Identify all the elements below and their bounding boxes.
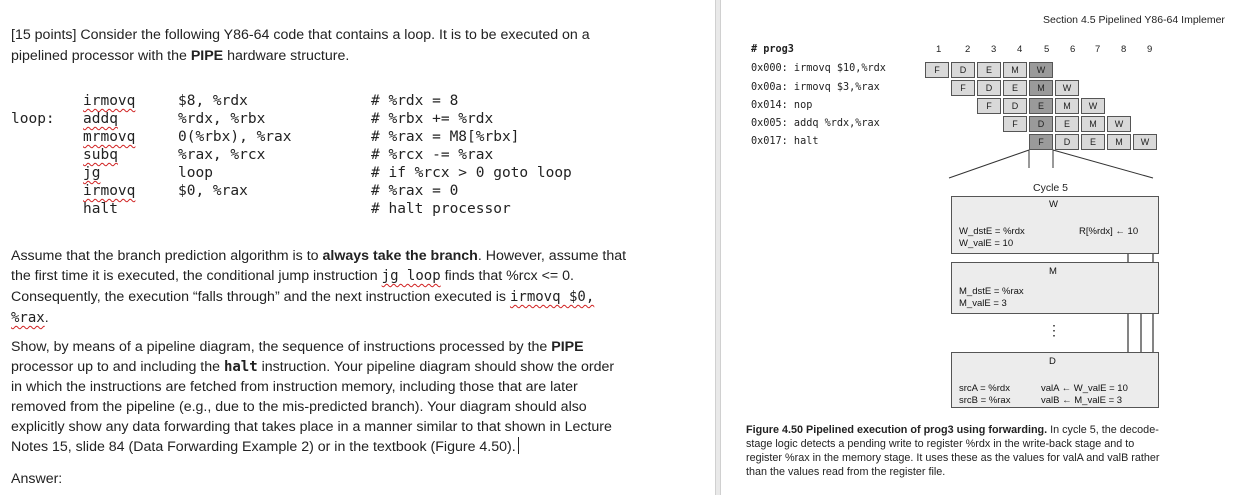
stage-cell: D	[1003, 98, 1027, 114]
caption-line-2: stage logic detects a pending write to register %rdx in the write-back stage and to	[746, 438, 1135, 450]
stage-cell: M	[1003, 62, 1027, 78]
cycle-7: 7	[1095, 44, 1101, 55]
val-b: valB ← M_valE = 3	[1041, 395, 1123, 406]
cycle-5: 5	[1044, 44, 1050, 55]
prog-line-4: 0x005: addq %rdx,%rax	[751, 118, 880, 129]
caption-line-1: Figure 4.50 Pipelined execution of prog3 using forwarding. In cycle 5, the decode-	[746, 424, 1159, 436]
m-stage-label: M	[1049, 266, 1057, 277]
d-stage-label: D	[1049, 356, 1056, 367]
para3-line-2: processor up to and including the halt instruction. Your pipeline diagram should show the order	[11, 359, 615, 375]
w-vale: W_valE = 10	[959, 238, 1014, 249]
loop-label: loop:	[11, 111, 55, 127]
stage-cell: M	[1081, 116, 1105, 132]
para2-line-1: Assume that the branch prediction algorithm is to always take the branch. However, assume that	[11, 248, 627, 264]
para3-line-1: Show, by means of a pipeline diagram, the sequence of instructions processed by the PIPE	[11, 339, 584, 355]
cycle5-label: Cycle 5	[1033, 182, 1069, 194]
src-a: srcA = %rdx	[959, 383, 1010, 394]
stage-cell: W	[1055, 80, 1079, 96]
cycle-8: 8	[1121, 44, 1127, 55]
stage-cell: F	[977, 98, 1001, 114]
code-arguments: $8, %rdx %rdx, %rbx 0(%rbx), %rax %rax, %rcx loop $0, %rax	[178, 93, 292, 199]
cycle-4: 4	[1017, 44, 1023, 55]
stage-cell: M	[1107, 134, 1131, 150]
code-instructions: irmovq addq mrmovq subq jg irmovq halt	[83, 93, 136, 217]
stage-cell: W	[1081, 98, 1105, 114]
stage-cell: F	[925, 62, 949, 78]
stage-cell: D	[977, 80, 1001, 96]
para2-line-3: Consequently, the execution “falls through” and the next instruction executed is irmovq $0,	[11, 289, 595, 305]
prog-line-5: 0x017: halt	[751, 136, 819, 147]
cycle-6: 6	[1070, 44, 1076, 55]
src-b: srcB = %rax	[959, 395, 1011, 406]
prog-line-2: 0x00a: irmovq $3,%rax	[751, 82, 880, 93]
stage-cell: D	[1055, 134, 1079, 150]
val-a: valA ← W_valE = 10	[1041, 383, 1128, 394]
ellipsis: ⋮	[1047, 322, 1061, 338]
stage-cell: M	[1055, 98, 1079, 114]
answer-label: Answer:	[11, 471, 63, 487]
para3-line-5: explicitly show any data forwarding that takes place in a manner similar to that shown in Lecture	[11, 419, 612, 435]
prog-line-1: 0x000: irmovq $10,%rdx	[751, 63, 886, 74]
stage-cell: E	[1081, 134, 1105, 150]
cycle-3: 3	[991, 44, 997, 55]
cycle-2: 2	[965, 44, 971, 55]
m-vale: M_valE = 3	[959, 298, 1007, 309]
para2-line-4: %rax.	[11, 310, 49, 326]
stage-cell: D	[951, 62, 975, 78]
stage-cell: E	[1003, 80, 1027, 96]
stage-cell: D	[1029, 116, 1053, 132]
stage-cell: F	[1003, 116, 1027, 132]
stage-cell: W	[1029, 62, 1053, 78]
cycle-1: 1	[936, 44, 942, 55]
stage-cell: F	[951, 80, 975, 96]
caption-line-3: register %rax in the memory stage. It uses these as the values for valA and valB rather	[746, 452, 1160, 464]
stage-cell: F	[1029, 134, 1053, 150]
para3-line-4: removed from the pipeline (e.g., due to the mis-predicted branch). Your diagram should also	[11, 399, 587, 415]
m-dste: M_dstE = %rax	[959, 286, 1024, 297]
w-stage-label: W	[1049, 199, 1058, 210]
prog-title: # prog3	[751, 44, 794, 55]
prog-line-3: 0x014: nop	[751, 100, 813, 111]
section-header: Section 4.5 Pipelined Y86-64 Implemer	[1043, 14, 1225, 26]
intro-line-2: pipelined processor with the PIPE hardware structure.	[11, 48, 350, 64]
w-dste: W_dstE = %rdx	[959, 226, 1025, 237]
register-write: R[%rdx] ← 10	[1079, 226, 1139, 237]
caption-line-4: than the values read from the register file.	[746, 466, 946, 478]
para2-line-2: the first time it is executed, the conditional jump instruction jg loop finds that %rcx <= 0.	[11, 268, 574, 284]
stage-cell: E	[1029, 98, 1053, 114]
para3-line-3: in which the instructions are fetched from instruction memory, including those that are later	[11, 379, 578, 395]
stage-cell: E	[1055, 116, 1079, 132]
stage-cell: W	[1107, 116, 1131, 132]
intro-line-1: [15 points] Consider the following Y86-64 code that contains a loop. It is to be executed on a	[11, 27, 590, 43]
stage-cell: M	[1029, 80, 1053, 96]
stage-cell: E	[977, 62, 1001, 78]
stage-cell: W	[1133, 134, 1157, 150]
text-cursor	[518, 437, 519, 454]
code-comments: # %rdx = 8 # %rbx += %rdx # %rax = M8[%rbx] # %rcx -= %rax # if %rcx > 0 goto loop # %rax = 0 # halt processor	[371, 93, 572, 217]
cycle-9: 9	[1147, 44, 1153, 55]
figure-panel	[721, 0, 1249, 495]
para3-line-6[interactable]: Notes 15, slide 84 (Data Forwarding Example 2) or in the textbook (Figure 4.50).	[11, 437, 519, 458]
